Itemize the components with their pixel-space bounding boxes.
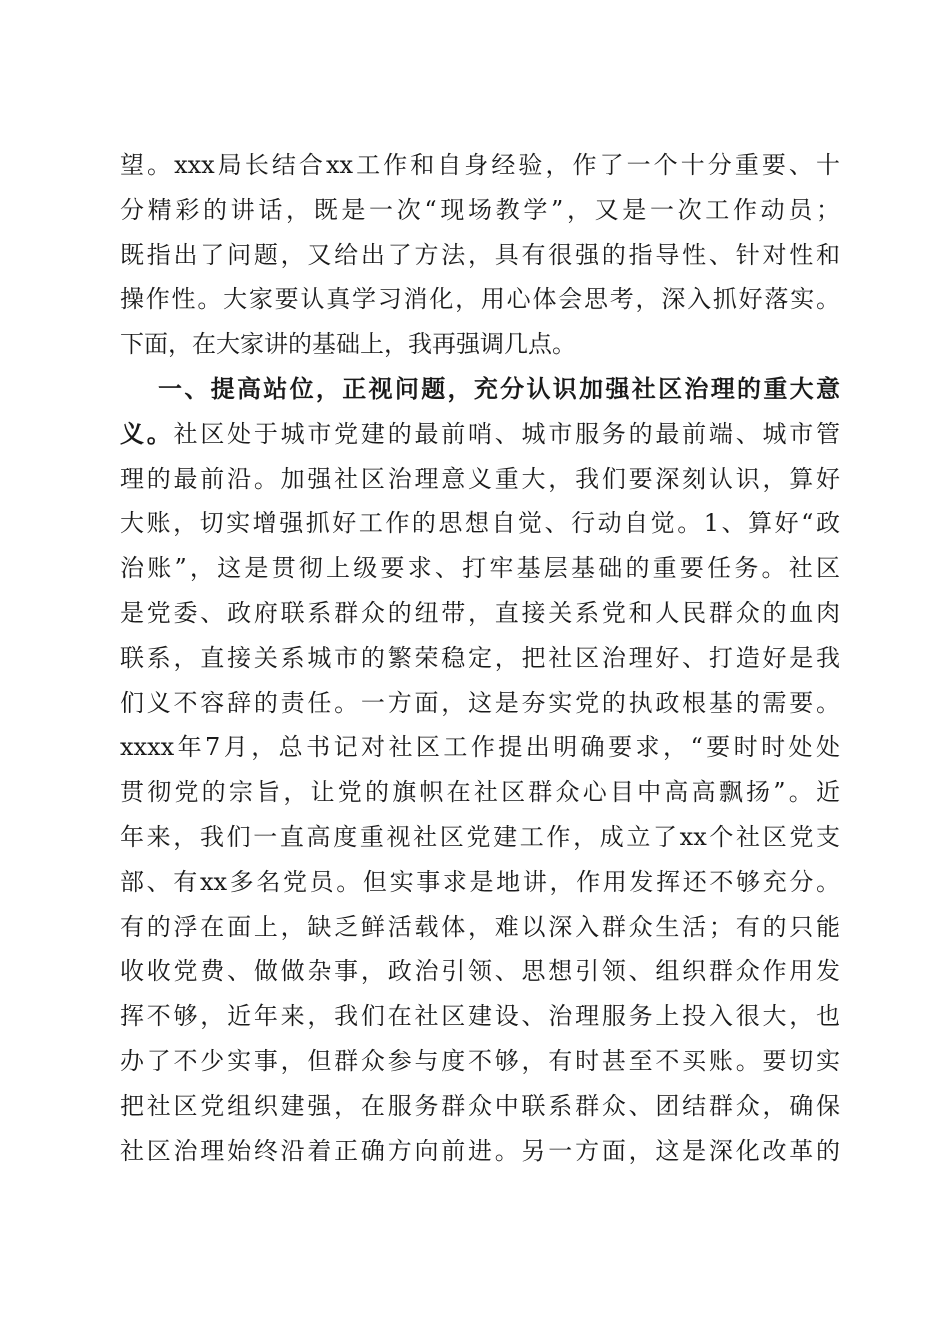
text-line: 既指出了问题，又给出了方法，具有很强的指导性、针对性和 [120,240,840,269]
text-line: 收收党费、做做杂事，政治引领、思想引领、组织群众作用发 [120,957,840,986]
text-line: 治账”，这是贯彻上级要求、打牢基层基础的重要任务。社区 [120,554,840,583]
text-line: 望。xxx局长结合xx工作和自身经验，作了一个十分重要、十 [120,151,840,179]
text-line: 联系，直接关系城市的繁荣稳定，把社区治理好、打造好是我 [120,643,840,672]
section-heading-end: 义。 [120,419,174,448]
text-line: 社区治理始终沿着正确方向前进。另一方面，这是深化改革的 [120,1136,840,1165]
heading-continuation-line [120,412,840,457]
text-line-segment: 社区处于城市党建的最前哨、城市服务的最前端、城市管 [173,419,841,448]
text-line: xxxx年7月，总书记对社区工作提出明确要求，“要时时处处 [120,733,840,762]
text-line: 有的浮在面上，缺乏鲜活载体，难以深入群众生活；有的只能 [120,912,840,941]
text-line: 操作性。大家要认真学习消化，用心体会思考，深入抓好落实。 [120,285,840,314]
body-text [120,143,840,1173]
text-line: 办了不少实事，但群众参与度不够，有时甚至不买账。要切实 [120,1046,840,1075]
text-line: 分精彩的讲话，既是一次“现场教学”，又是一次工作动员； [120,195,840,224]
section-heading: 一、提高站位，正视问题，充分认识加强社区治理的重大意 [158,374,840,403]
text-line: 把社区党组织建强，在服务群众中联系群众、团结群众，确保 [120,1091,840,1120]
text-line: 下面，在大家讲的基础上，我再强调几点。 [120,330,576,359]
text-line: 挥不够，近年来，我们在社区建设、治理服务上投入很大，也 [120,1002,840,1031]
text-line: 们义不容辞的责任。一方面，这是夯实党的执政根基的需要。 [120,688,840,717]
text-line: 部、有xx多名党员。但实事求是地讲，作用发挥还不够充分。 [120,867,840,896]
text-line: 贯彻党的宗旨，让党的旗帜在社区群众心目中高高飘扬”。近 [120,778,840,807]
text-line: 是党委、政府联系群众的纽带，直接关系党和人民群众的血肉 [120,598,840,627]
text-line: 大账，切实增强抓好工作的思想自觉、行动自觉。1、算好“政 [120,509,840,538]
text-line: 理的最前沿。加强社区治理意义重大，我们要深刻认识，算好 [120,464,840,493]
text-line: 年来，我们一直高度重视社区党建工作，成立了xx个社区党支 [120,822,840,851]
